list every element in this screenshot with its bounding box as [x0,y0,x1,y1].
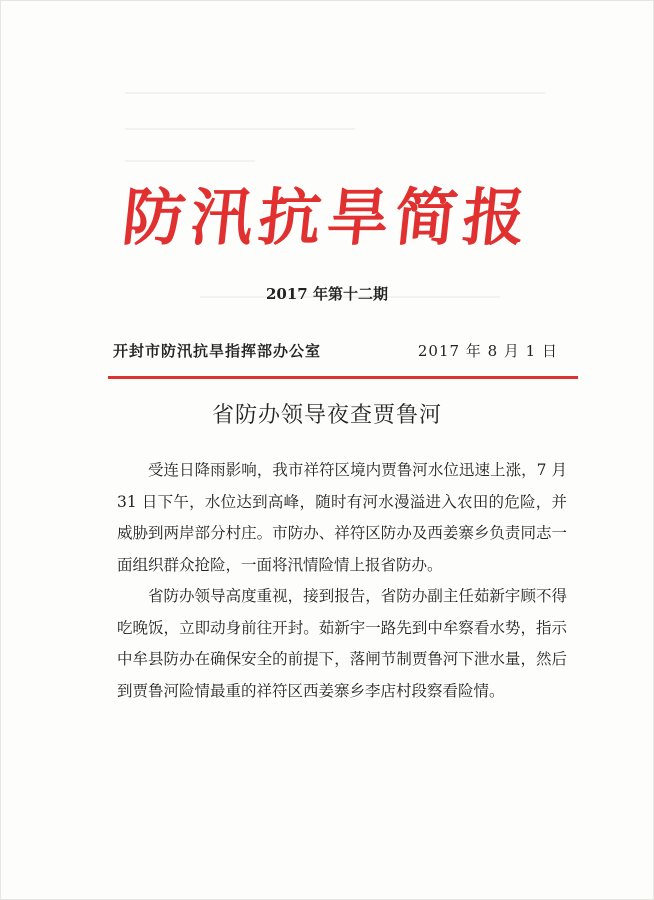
masthead-title: 防汛抗旱简报 [119,181,535,254]
article-body [117,455,567,707]
red-divider-rule [108,376,578,379]
article-paragraph: 受连日降雨影响，我市祥符区境内贾鲁河水位迅速上涨，7 月 31 日下午，水位达到高峰，随时有河水漫溢进入农田的危险，并威胁到两岸部分村庄。市防办、祥符区防办及西姜寨乡负责同志一面组织群众抢险，一面将汛情险情上报省防办。 [117,461,567,574]
issue-number: 2017 年第十二期 [266,285,388,303]
bleed-through-line [125,92,545,94]
bleed-through-line [125,128,355,130]
issue-date: 2017 年 8 月 1 日 [417,342,558,360]
article-headline: 省防办领导夜查贾鲁河 [211,403,442,428]
bleed-through-line [125,160,255,162]
issuing-office: 开封市防汛抗旱指挥部办公室 [113,342,322,360]
article-paragraph: 省防办领导高度重视，接到报告，省防办副主任茹新宇顾不得吃晚饭，立即动身前往开封。茹新宇一路先到中牟察看水势，指示中牟县防办在确保安全的前提下，落闸节制贾鲁河下泄水量，然后到贾鲁河险情最重的祥符区西姜寨乡李店村段察看险情。 [117,587,567,700]
